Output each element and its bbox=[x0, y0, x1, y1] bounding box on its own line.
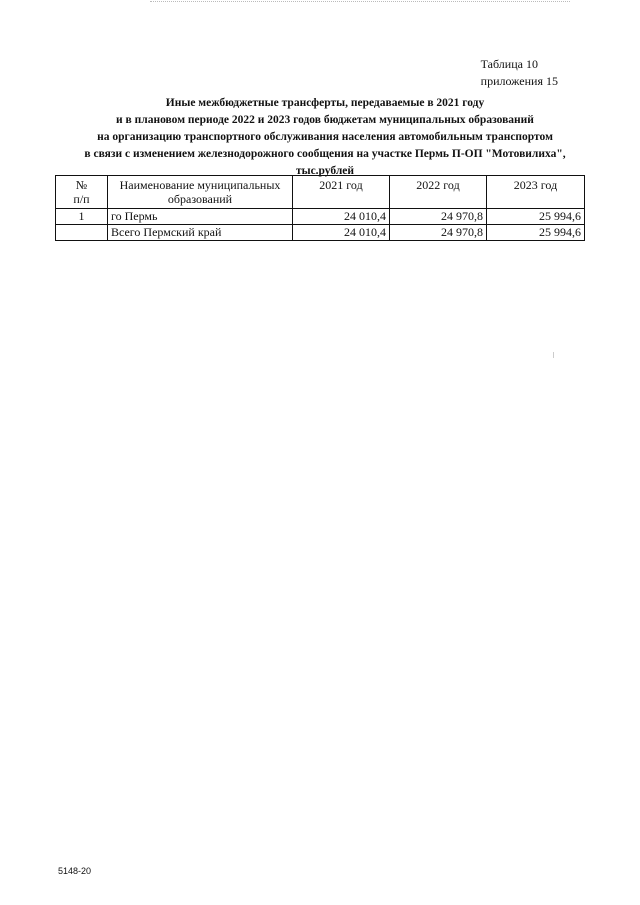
header-municipality-line-2: образований bbox=[167, 192, 233, 206]
cell-number: 1 bbox=[56, 209, 108, 225]
cell-2021: 24 010,4 bbox=[293, 209, 390, 225]
scan-edge-line bbox=[150, 1, 570, 2]
cell-2023: 25 994,6 bbox=[487, 225, 585, 241]
transfers-table bbox=[55, 175, 585, 241]
appendix-number: приложения 15 bbox=[480, 74, 558, 88]
table-reference bbox=[481, 56, 558, 90]
document-heading bbox=[40, 95, 610, 180]
table-total-row bbox=[56, 225, 585, 241]
header-number-line-2: п/п bbox=[73, 192, 90, 206]
scan-speck bbox=[553, 352, 554, 358]
header-number-line-1: № bbox=[75, 178, 88, 192]
cell-2021: 24 010,4 bbox=[293, 225, 390, 241]
document-code: 5148-20 bbox=[58, 866, 92, 876]
cell-number bbox=[56, 225, 108, 241]
heading-line-3: на организацию транспортного обслуживания населения автомобильным транспортом bbox=[97, 131, 553, 143]
table-number: Таблица 10 bbox=[480, 57, 538, 71]
heading-line-4: в связи с изменением железнодорожного сообщения на участке Пермь П-ОП "Мотовилиха", bbox=[84, 148, 566, 160]
heading-line-1: Иные межбюджетные трансферты, передаваемые в 2021 году bbox=[165, 97, 485, 109]
header-number bbox=[56, 176, 108, 209]
table-header-row bbox=[56, 176, 585, 209]
cell-2022: 24 970,8 bbox=[390, 225, 487, 241]
heading-units: тыс.рублей bbox=[295, 165, 355, 177]
heading-line-2: и в плановом периоде 2022 и 2023 годов бюджетам муниципальных образований bbox=[116, 114, 534, 126]
header-2021: 2021 год bbox=[293, 176, 390, 209]
header-municipality-line-1: Наименование муниципальных bbox=[119, 178, 281, 192]
header-2022: 2022 год bbox=[390, 176, 487, 209]
cell-municipality: Всего Пермский край bbox=[108, 225, 293, 241]
header-2023: 2023 год bbox=[487, 176, 585, 209]
cell-municipality: го Пермь bbox=[108, 209, 293, 225]
table-row bbox=[56, 209, 585, 225]
header-municipality bbox=[108, 176, 293, 209]
cell-2022: 24 970,8 bbox=[390, 209, 487, 225]
cell-2023: 25 994,6 bbox=[487, 209, 585, 225]
